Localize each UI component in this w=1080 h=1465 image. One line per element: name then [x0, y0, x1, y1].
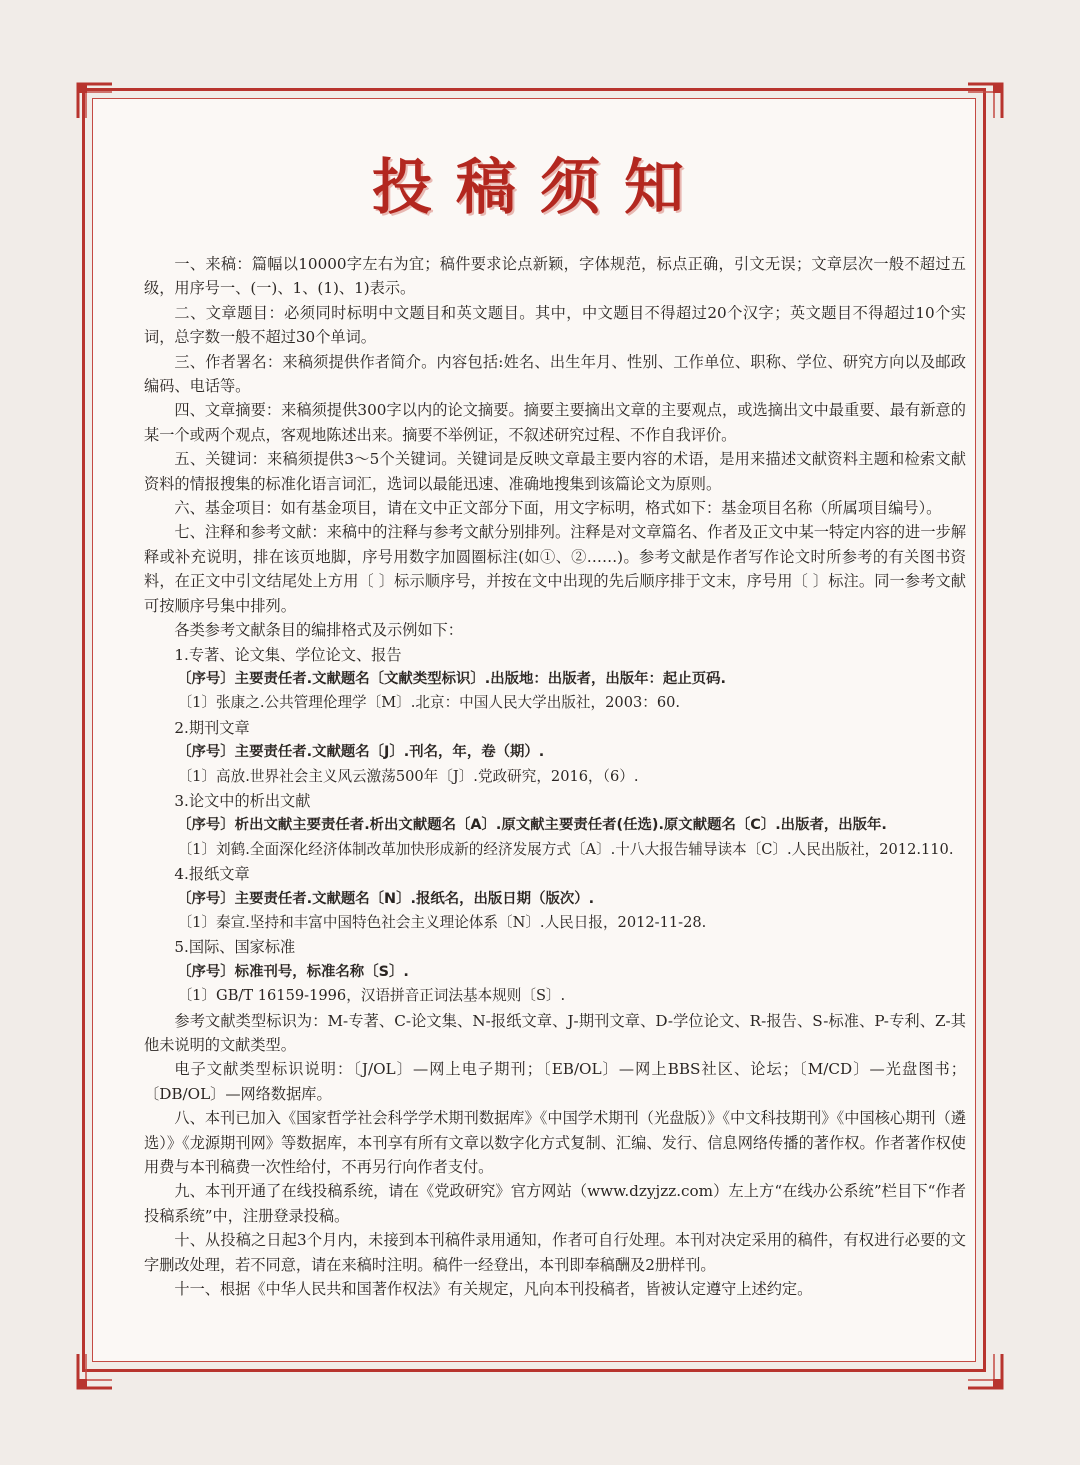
section-9-online-submission: 九、本刊开通了在线投稿系统，请在《党政研究》官方网站（www.dzyjzz.com）左上方“在线办公系统”栏目下“作者投稿系统”中，注册登录投稿。: [144, 1182, 966, 1225]
notice-body: [144, 252, 966, 1301]
ref-type-3-example: 〔1〕刘鹤.全面深化经济体制改革加快形成新的经济发展方式〔A〕.十八大报告辅导读本〔C〕.人民出版社，2012.110.: [177, 840, 954, 858]
section-2-title: 二、文章题目：必须同时标明中文题目和英文题目。其中，中文题目不得超过20个汉字；英文题目不得超过10个实词，总字数一般不超过30个单词。: [144, 303, 966, 347]
ref-type-5-format: 〔序号〕标准刊号，标准名称〔S〕.: [177, 963, 409, 980]
section-5-keywords: 五、关键词：来稿须提供3～5个关键词。关键词是反映文章最主要内容的术语，是用来描述文献资料主题和检索文献资料的情报搜集的标准化语言词汇，选词以最能迅速、准确地搜集到该篇论文为原则。: [144, 450, 966, 493]
corner-ornament-icon: [966, 82, 1004, 120]
section-1-submission: 一、来稿：篇幅以10000字左右为宜；稿件要求论点新颖，字体规范，标点正确，引文无误；文章层次一般不超过五级，用序号一、(一)、1、(1)、1)表示。: [144, 255, 966, 298]
section-10-notification: 十、从投稿之日起3个月内，未接到本刊稿件录用通知，作者可自行处理。本刊对决定采用的稿件，有权进行必要的文字删改处理，若不同意，请在来稿时注明。稿件一经登出，本刊即奉稿酬及2册样刊。: [144, 1231, 966, 1274]
ref-type-2-heading: 2.期刊文章: [174, 718, 250, 737]
ref-type-1-example: 〔1〕张康之.公共管理伦理学〔M〕.北京：中国人民大学出版社，2003：60.: [177, 694, 681, 712]
ref-type-3-format: 〔序号〕析出文献主要责任者.析出文献题名〔A〕.原文献主要责任者(任选).原文献题名〔C〕.出版者，出版年.: [177, 817, 887, 834]
corner-ornament-icon: [966, 1352, 1004, 1390]
section-3-author: 三、作者署名：来稿须提供作者简介。内容包括:姓名、出生年月、性别、工作单位、职称、学位、研究方向以及邮政编码、电话等。: [144, 352, 966, 396]
corner-ornament-icon: [76, 82, 114, 120]
ref-type-2-example: 〔1〕高放.世界社会主义风云激荡500年〔J〕.党政研究，2016，（6）.: [177, 767, 639, 785]
ref-type-5-example: 〔1〕GB/T 16159-1996，汉语拼音正词法基本规则〔S〕.: [177, 987, 566, 1005]
electronic-type-codes: 电子文献类型标识说明：〔J/OL〕—网上电子期刊；〔EB/OL〕—网上BBS社区、论坛；〔M/CD〕—光盘图书；〔DB/OL〕—网络数据库。: [144, 1060, 966, 1103]
section-11-copyright-law: 十一、根据《中华人民共和国著作权法》有关规定，凡向本刊投稿者，皆被认定遵守上述约定。: [174, 1280, 813, 1299]
ref-type-4-heading: 4.报纸文章: [174, 865, 250, 884]
corner-ornament-icon: [76, 1352, 114, 1390]
page-title: 投稿须知: [372, 153, 708, 223]
ref-type-5-heading: 5.国际、国家标准: [174, 938, 296, 957]
ref-type-1-heading: 1.专著、论文集、学位论文、报告: [174, 645, 402, 664]
section-4-abstract: 四、文章摘要：来稿须提供300字以内的论文摘要。摘要主要摘出文章的主要观点，或选摘出文中最重要、最有新意的某一个或两个观点，客观地陈述出来。摘要不举例证，不叙述研究过程、不作自我评价。: [144, 401, 966, 444]
section-8-copyright: 八、本刊已加入《国家哲学社会科学学术期刊数据库》《中国学术期刊（光盘版）》《中文科技期刊》《中国核心期刊（遴选）》《龙源期刊网》等数据库，本刊享有所有文章以数字化方式复制、汇编、发行、信息网络传播的著作权。作者著作权使用费与本刊稿费一次性给付，不再另行向作者支付。: [144, 1109, 966, 1177]
ref-type-2-format: 〔序号〕主要责任者.文献题名〔J〕.刊名，年，卷（期）.: [177, 744, 545, 761]
reference-format-intro: 各类参考文献条目的编排格式及示例如下：: [174, 621, 463, 640]
ref-type-3-heading: 3.论文中的析出文献: [174, 791, 311, 810]
ref-type-1-format: 〔序号〕主要责任者.文献题名〔文献类型标识〕.出版地：出版者，出版年：起止页码.: [177, 670, 726, 687]
ref-type-4-format: 〔序号〕主要责任者.文献题名〔N〕.报纸名，出版日期（版次）.: [177, 890, 595, 907]
ref-type-4-example: 〔1〕秦宣.坚持和丰富中国特色社会主义理论体系〔N〕.人民日报，2012-11-28.: [177, 913, 707, 931]
section-7-references: 七、注释和参考文献：来稿中的注释与参考文献分别排列。注释是对文章篇名、作者及正文中某一特定内容的进一步解释或补充说明，排在该页地脚，序号用数字加圆圈标注(如①、②……)。参考文献是作者写作论文时所参考的有关图书资料，在正文中引文结尾处上方用〔 〕标示顺序号，并按在文中出现的先后顺序排于文末，序号用〔 〕标注。同一参考文献可按顺序号集中排列。: [144, 523, 966, 615]
reference-type-codes: 参考文献类型标识为：M-专著、C-论文集、N-报纸文章、J-期刊文章、D-学位论文、R-报告、S-标准、P-专利、Z-其他未说明的文献类型。: [144, 1011, 966, 1054]
section-6-funding: 六、基金项目：如有基金项目，请在文中正文部分下面，用文字标明，格式如下：基金项目名称（所属项目编号）。: [174, 499, 942, 518]
